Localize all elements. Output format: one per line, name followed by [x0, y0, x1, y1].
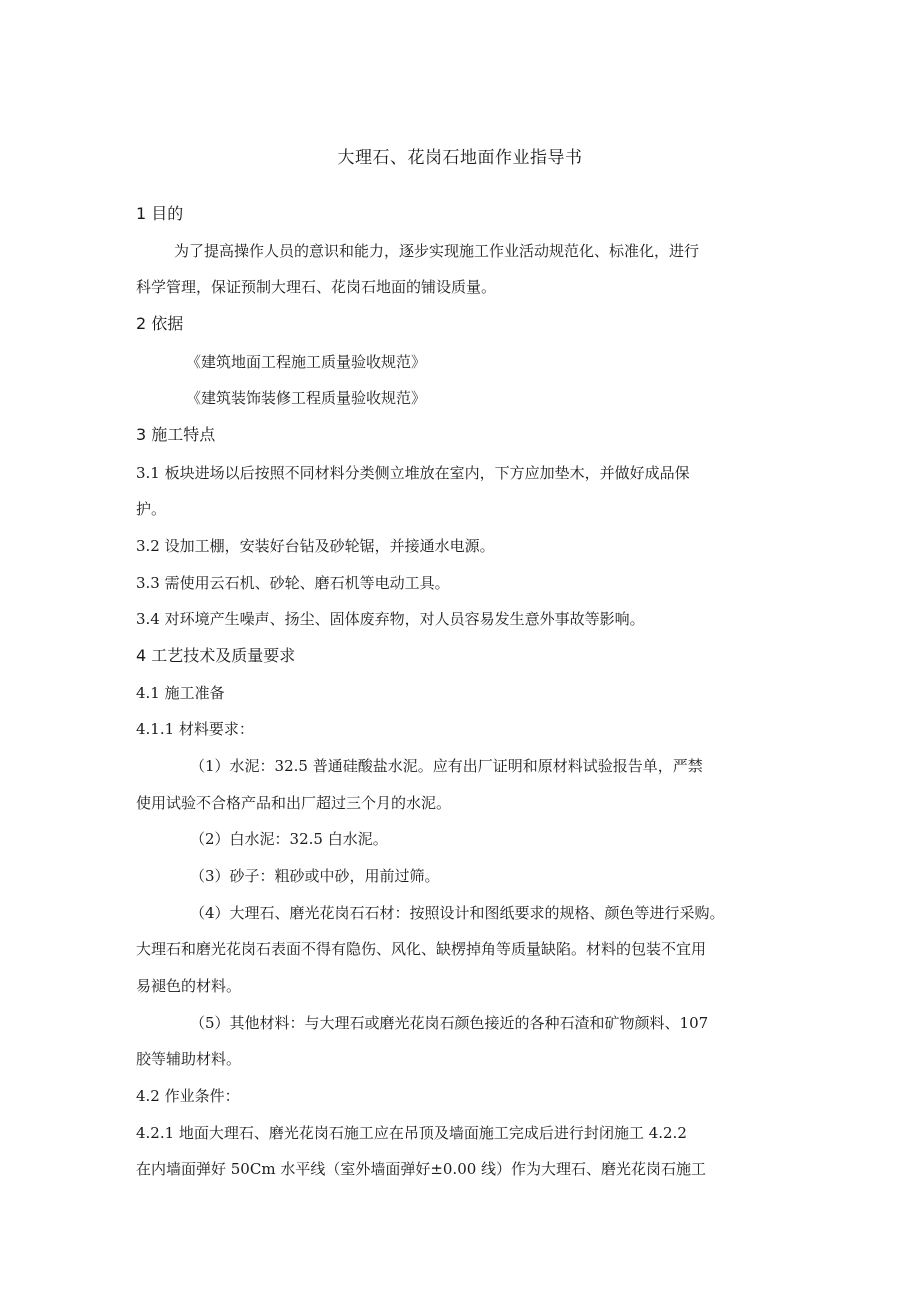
material-item: （1）水泥：32.5 普通硅酸盐水泥。应有出厂证明和原材料试验报告单，严禁 [190, 757, 703, 775]
material-item: （2）白水泥：32.5 白水泥。 [190, 830, 388, 848]
paragraph-line: 为了提高操作人员的意识和能力，逐步实现施工作业活动规范化、标准化，进行 [174, 242, 700, 260]
subsection-heading: 4.2 作业条件： [136, 1087, 240, 1105]
material-item: （3）砂子：粗砂或中砂，用前过筛。 [190, 867, 440, 885]
section-2-heading: 2 依据 [136, 314, 184, 333]
subsection-heading: 4.1 施工准备 [136, 684, 225, 702]
condition-item-continued: 在内墙面弹好 50Cm 水平线（室外墙面弹好±0.00 线）作为大理石、磨光花岗石施工 [136, 1160, 707, 1178]
list-item: 3.1 板块进场以后按照不同材料分类侧立堆放在室内，下方应加垫木，并做好成品保 [136, 464, 690, 482]
paragraph-line: 科学管理，保证预制大理石、花岗石地面的铺设质量。 [136, 278, 497, 296]
list-item: 3.4 对环境产生噪声、扬尘、固体废弃物，对人员容易发生意外事故等影响。 [136, 610, 645, 628]
list-item: 3.3 需使用云石机、砂轮、磨石机等电动工具。 [136, 574, 450, 592]
reference-item: 《建筑装饰装修工程质量验收规范》 [186, 389, 427, 407]
condition-item: 4.2.1 地面大理石、磨光花岗石施工应在吊顶及墙面施工完成后进行封闭施工 4.2.2 [136, 1124, 687, 1142]
list-item: 3.2 设加工棚，安装好台钻及砂轮锯，并接通水电源。 [136, 537, 495, 555]
list-item-continued: 护。 [136, 500, 167, 518]
material-item: （4）大理石、磨光花岗石石材：按照设计和图纸要求的规格、颜色等进行采购。 [190, 904, 725, 922]
reference-item: 《建筑地面工程施工质量验收规范》 [186, 353, 427, 371]
material-item-continued: 大理石和磨光花岗石表面不得有隐伤、风化、缺楞掉角等质量缺陷。材料的包装不宜用 [136, 940, 707, 958]
material-item-continued: 使用试验不合格产品和出厂超过三个月的水泥。 [136, 794, 452, 812]
document-title: 大理石、花岗石地面作业指导书 [337, 148, 583, 168]
subsection-heading: 4.1.1 材料要求： [136, 720, 254, 738]
material-item: （5）其他材料：与大理石或磨光花岗石颜色接近的各种石渣和矿物颜料、107 [190, 1014, 709, 1032]
material-item-continued: 胶等辅助材料。 [136, 1050, 242, 1068]
material-item-continued: 易褪色的材料。 [136, 977, 242, 995]
section-4-heading: 4 工艺技术及质量要求 [136, 646, 296, 665]
section-1-heading: 1 目的 [136, 204, 184, 223]
section-3-heading: 3 施工特点 [136, 425, 216, 444]
